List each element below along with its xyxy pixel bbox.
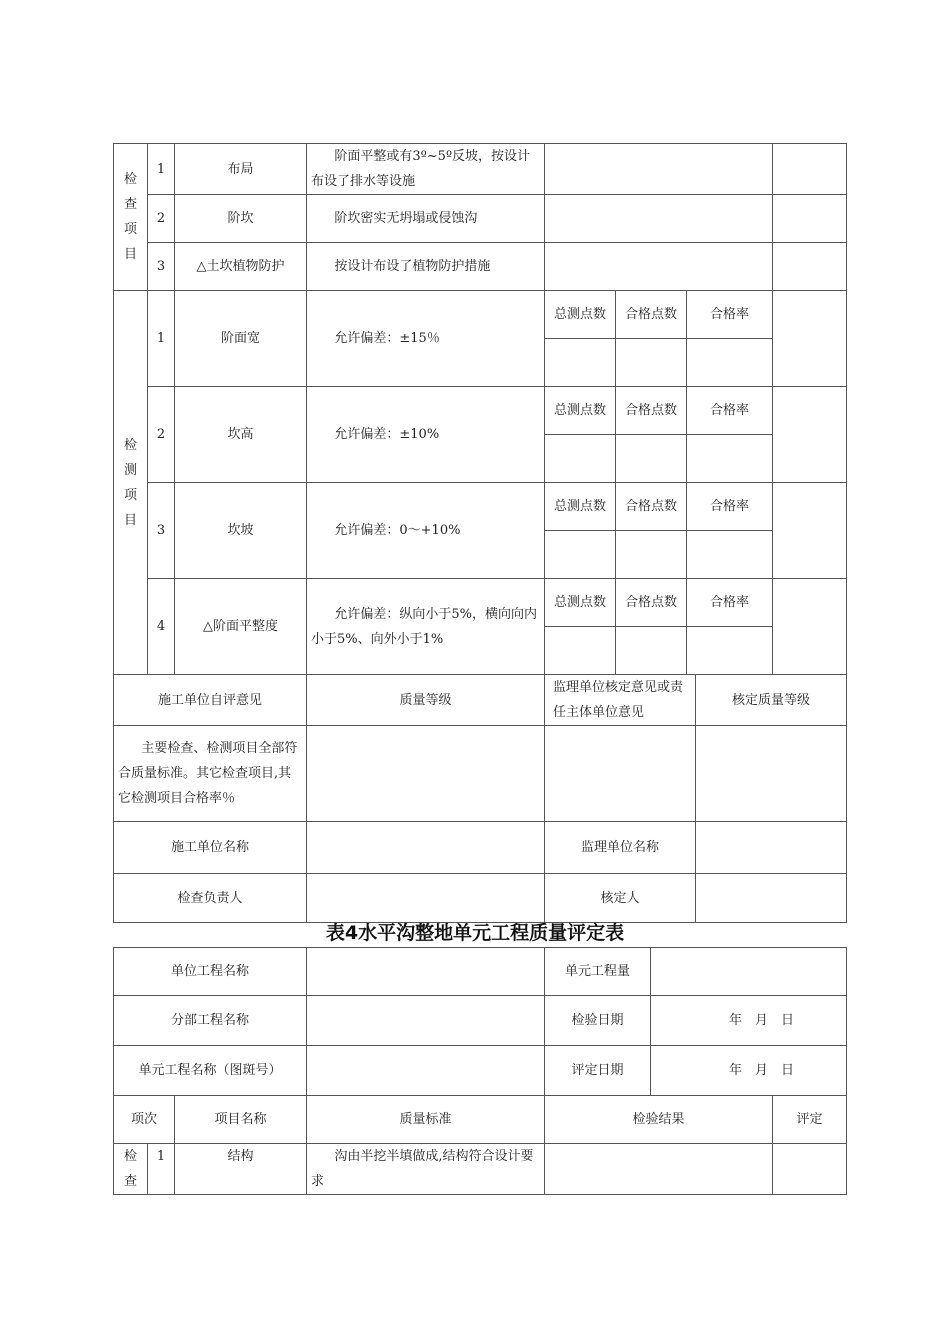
result-cell[interactable] (545, 243, 773, 291)
qualified-points-cell[interactable] (616, 435, 687, 483)
evaluation-cell[interactable] (773, 243, 847, 291)
item-standard: 阶坎密实无坍塌或侵蚀沟 (307, 195, 545, 243)
inspection-result-header: 检验结果 (545, 1096, 773, 1144)
qualified-points-cell[interactable] (616, 339, 687, 387)
result-cell[interactable] (545, 1144, 773, 1195)
item-no: 4 (148, 579, 175, 675)
item-name: 结构 (175, 1144, 307, 1195)
item-standard: 沟由半挖半填做成,结构符合设计要求 (307, 1144, 545, 1195)
element-name-cell[interactable] (307, 1046, 545, 1096)
evaluation-cell[interactable] (773, 144, 847, 195)
evaluation-cell[interactable] (773, 195, 847, 243)
item-standard: 按设计布设了植物防护措施 (307, 243, 545, 291)
total-points-header: 总测点数 (545, 387, 616, 435)
item-no: 2 (148, 195, 175, 243)
table-4-title: 表4水平沟整地单元工程质量评定表 (325, 922, 625, 944)
verified-grade-header: 核定质量等级 (696, 675, 847, 726)
inspector-label: 检查负责人 (114, 874, 307, 923)
item-no: 1 (148, 291, 175, 387)
item-name: △阶面平整度 (175, 579, 307, 675)
pass-rate-cell[interactable] (687, 531, 773, 579)
supervisor-opinion-header: 监理单位核定意见或责任主体单位意见 (545, 675, 696, 726)
total-points-header: 总测点数 (545, 291, 616, 339)
division-name-cell[interactable] (307, 996, 545, 1046)
qualified-points-header: 合格点数 (616, 291, 687, 339)
quality-table-3 (113, 143, 847, 923)
evaluation-cell[interactable] (773, 483, 847, 579)
item-standard: 阶面平整或有3º~5º反坡，按设计布设了排水等设施 (307, 144, 545, 195)
item-name: △土坎植物防护 (175, 243, 307, 291)
total-points-cell[interactable] (545, 627, 616, 675)
element-name-label: 单元工程名称（图斑号） (114, 1046, 307, 1096)
inspection-group-label: 检查 (114, 1144, 148, 1195)
unit-quantity-label: 单元工程量 (545, 948, 651, 996)
verifier-label: 核定人 (545, 874, 696, 923)
evaluation-cell[interactable] (773, 387, 847, 483)
unit-quantity-cell[interactable] (651, 948, 847, 996)
item-name: 布局 (175, 144, 307, 195)
evaluation-cell[interactable] (773, 291, 847, 387)
evaluation-cell[interactable] (773, 579, 847, 675)
evaluation-date-label: 评定日期 (545, 1046, 651, 1096)
pass-rate-header: 合格率 (687, 387, 773, 435)
item-no: 1 (148, 1144, 175, 1195)
unit-project-name-cell[interactable] (307, 948, 545, 996)
pass-rate-header: 合格率 (687, 579, 773, 627)
evaluation-header: 评定 (773, 1096, 847, 1144)
self-evaluation-text: 主要检查、检测项目全部符合质量标准。其它检查项目,其它检测项目合格率％ (114, 726, 307, 822)
supervisor-name-label: 监理单位名称 (545, 822, 696, 874)
division-name-label: 分部工程名称 (114, 996, 307, 1046)
item-standard: 允许偏差：±15％ (307, 291, 545, 387)
qualified-points-header: 合格点数 (616, 387, 687, 435)
evaluation-cell[interactable] (773, 1144, 847, 1195)
supervisor-name-cell[interactable] (696, 822, 847, 874)
contractor-name-cell[interactable] (307, 822, 545, 874)
pass-rate-header: 合格率 (687, 291, 773, 339)
item-seq-header: 项次 (114, 1096, 175, 1144)
pass-rate-cell[interactable] (687, 435, 773, 483)
qualified-points-cell[interactable] (616, 531, 687, 579)
unit-project-name-label: 单位工程名称 (114, 948, 307, 996)
total-points-header: 总测点数 (545, 483, 616, 531)
item-standard: 允许偏差：纵向小于5%，横向向内小于5%、向外小于1% (307, 579, 545, 675)
result-cell[interactable] (545, 195, 773, 243)
evaluation-date-value[interactable]: 年 月 日 (651, 1046, 847, 1096)
item-name: 阶面宽 (175, 291, 307, 387)
quality-table-4 (113, 947, 847, 1195)
inspection-date-label: 检验日期 (545, 996, 651, 1046)
inspector-cell[interactable] (307, 874, 545, 923)
inspection-date-value[interactable]: 年 月 日 (651, 996, 847, 1046)
item-name: 坎坡 (175, 483, 307, 579)
result-cell[interactable] (545, 144, 773, 195)
total-points-cell[interactable] (545, 435, 616, 483)
item-name-header: 项目名称 (175, 1096, 307, 1144)
item-no: 3 (148, 243, 175, 291)
total-points-cell[interactable] (545, 531, 616, 579)
item-no: 2 (148, 387, 175, 483)
item-standard: 允许偏差：±10% (307, 387, 545, 483)
item-name: 阶坎 (175, 195, 307, 243)
inspection-items-group: 检查项目 (114, 144, 148, 291)
quality-grade-cell[interactable] (307, 726, 545, 822)
self-evaluation-header: 施工单位自评意见 (114, 675, 307, 726)
total-points-header: 总测点数 (545, 579, 616, 627)
qualified-points-header: 合格点数 (616, 579, 687, 627)
verifier-cell[interactable] (696, 874, 847, 923)
pass-rate-cell[interactable] (687, 339, 773, 387)
qualified-points-cell[interactable] (616, 627, 687, 675)
quality-grade-header: 质量等级 (307, 675, 545, 726)
pass-rate-header: 合格率 (687, 483, 773, 531)
item-name: 坎高 (175, 387, 307, 483)
verified-grade-cell[interactable] (696, 726, 847, 822)
item-no: 1 (148, 144, 175, 195)
supervisor-opinion-cell[interactable] (545, 726, 696, 822)
item-standard: 允许偏差：0～+10% (307, 483, 545, 579)
contractor-name-label: 施工单位名称 (114, 822, 307, 874)
quality-standard-header: 质量标准 (307, 1096, 545, 1144)
qualified-points-header: 合格点数 (616, 483, 687, 531)
item-no: 3 (148, 483, 175, 579)
total-points-cell[interactable] (545, 339, 616, 387)
pass-rate-cell[interactable] (687, 627, 773, 675)
measurement-items-group: 检测项目 (114, 291, 148, 675)
